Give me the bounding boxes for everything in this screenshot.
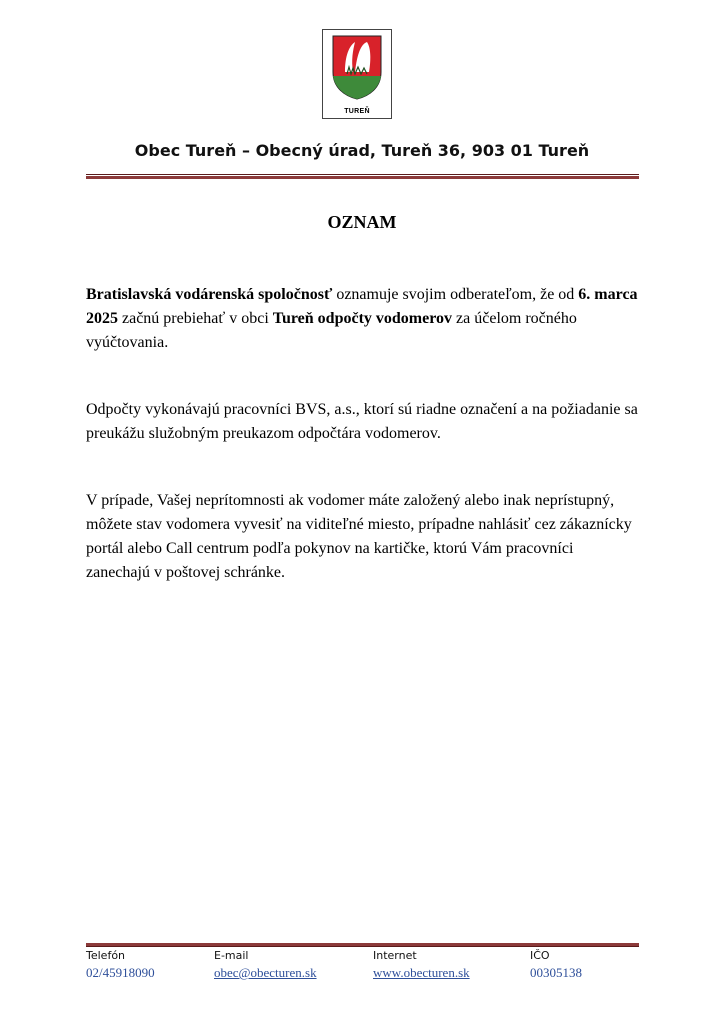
header-divider — [86, 174, 639, 179]
notice-paragraph-1 — [86, 283, 638, 355]
footer-web — [373, 949, 470, 981]
email-label: E-mail — [214, 949, 249, 962]
footer-email — [214, 949, 317, 981]
water-company-name: Bratislavská vodárenská spoločnosť — [86, 286, 333, 303]
meter-reading-subject: Tureň odpočty vodomerov — [272, 310, 453, 327]
paragraph-1-text-b: začnú prebiehať v obci — [118, 310, 273, 327]
ico-label: IČO — [530, 949, 550, 962]
phone-label: Telefón — [86, 949, 126, 962]
coat-of-arms-icon — [331, 34, 383, 100]
notice-paragraph-2: Odpočty vykonávajú pracovníci BVS, a.s., ktorí sú riadne označení a na požiadanie sa preukážu služobným preukazom odpočtára vodomerov. — [86, 401, 638, 442]
footer-divider — [86, 942, 639, 947]
phone-value: 02/45918090 — [86, 965, 155, 980]
office-header: Obec Tureň – Obecný úrad, Tureň 36, 903 01 Tureň — [134, 141, 590, 160]
ico-value: 00305138 — [530, 965, 582, 980]
crest-label: TUREŇ — [344, 108, 370, 115]
website-link[interactable]: www.obecturen.sk — [373, 965, 470, 980]
start-date: 6. marca 2025 — [86, 286, 638, 327]
notice-paragraph-3: V prípade, Vašej neprítomnosti ak vodomer máte založený alebo inak neprístupný, môžete stav vodomera vyvesiť na viditeľné miesto, prípadne nahlásiť cez zákaznícky portál alebo Call centrum podľa pokynov na kartičke, ktorú Vám pracovníci zanechajú v poštovej schránke. — [86, 492, 632, 581]
notice-title: OZNAM — [327, 212, 397, 232]
web-label: Internet — [373, 949, 417, 962]
email-link[interactable]: obec@obecturen.sk — [214, 965, 317, 980]
footer-ico — [530, 949, 582, 981]
paragraph-1-text-a: oznamuje svojim odberateľom, že od — [332, 286, 579, 303]
footer-phone — [86, 949, 155, 981]
paragraph-1-text-c: za účelom ročného vyúčtovania. — [86, 310, 577, 351]
municipal-crest — [322, 29, 392, 119]
